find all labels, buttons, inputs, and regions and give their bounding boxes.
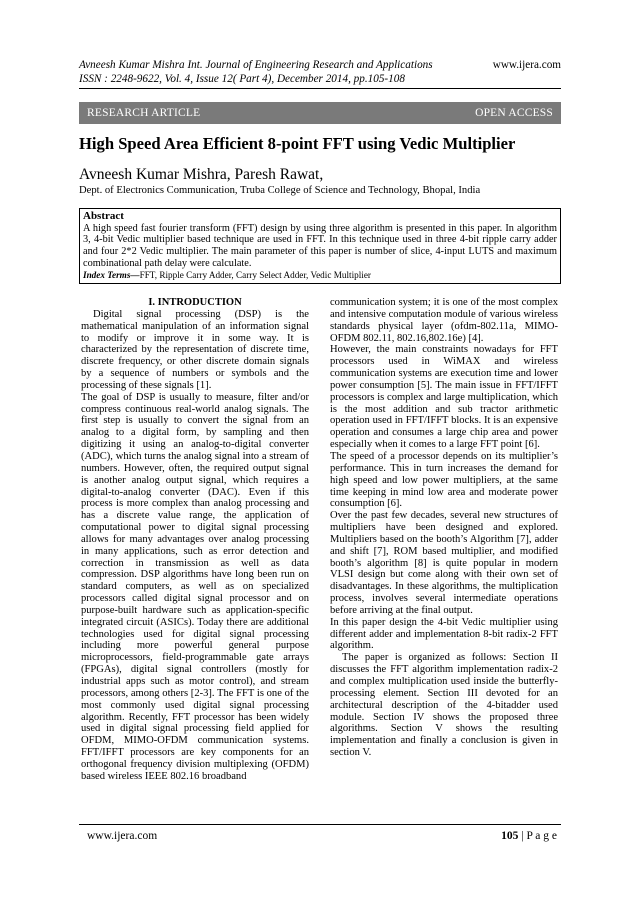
paragraph: The paper is organized as follows: Section II discusses the FFT algorithm implementation radix-2 and complex multiplication used inside the butterfly-processing element. Section III devoted for an architectural description of the 4-bitadder used module. Section IV shows the proposed three algorithms. Section V shows the resulting implementation and finally a conclusion is given in section V. bbox=[330, 652, 558, 759]
page-indicator bbox=[501, 829, 557, 843]
paper-authors: Avneesh Kumar Mishra, Paresh Rawat, bbox=[79, 166, 324, 183]
abstract-box bbox=[79, 208, 561, 284]
article-type-label: RESEARCH ARTICLE bbox=[87, 107, 201, 119]
right-column bbox=[330, 297, 558, 759]
page-label: | P a g e bbox=[518, 830, 557, 842]
paragraph: communication system; it is one of the most complex and intensive computation module of various wireless standards physical layer (ofdm-802.11a, MIMO-OFDM 802.11, 802.16,802.16e) [4]. bbox=[330, 297, 558, 344]
open-access-label: OPEN ACCESS bbox=[475, 107, 553, 119]
paragraph: Digital signal processing (DSP) is the mathematical manipulation of an information signal to modify or improve it in some way. It is characterized by the representation of discrete time, discrete frequency, or other discrete domain signals by a sequence of numbers or symbols and the processing of these signals [1]. bbox=[81, 308, 309, 391]
header-top-line bbox=[79, 58, 561, 72]
paragraph: In this paper design the 4-bit Vedic multiplier using different adder and implementation 8-bit radix-2 FFT algorithm. bbox=[330, 616, 558, 652]
page-footer bbox=[87, 829, 557, 843]
paper-title: High Speed Area Efficient 8-point FFT using Vedic Multiplier bbox=[79, 134, 516, 153]
footer-website-link[interactable]: www.ijera.com bbox=[87, 830, 158, 842]
header-divider bbox=[79, 88, 561, 89]
paragraph: However, the main constraints nowadays for FFT processors used in WiMAX and wireless communication systems are execution time and lower power consumption [5]. The main issue in FFT/IFFT processors is complex and large multiplication, which is the most addition and sub tractor arithmetic operation used in FFT/IFFT blocks. It is an expensive operation and consumes a large chip area and power especially when it comes to a large FFT point [6]. bbox=[330, 344, 558, 451]
author-affiliation: Dept. of Electronics Communication, Truba College of Science and Technology, Bhopal, India bbox=[79, 185, 481, 196]
running-header bbox=[79, 58, 561, 86]
footer-divider bbox=[79, 824, 561, 825]
issn-line: ISSN : 2248-9622, Vol. 4, Issue 12( Part 4), December 2014, pp.105-108 bbox=[79, 73, 405, 85]
header-website-link[interactable]: www.ijera.com bbox=[492, 59, 561, 71]
article-type-banner bbox=[79, 102, 561, 124]
abstract-body: A high speed fast fourier transform (FFT) design by using three algorithm is presented in this paper. In algorithm 3, 4-bit Vedic multiplier based technique are used in FFT. In this technique used in three 4-bit ripple carry adder and four 2*2 Vedic multiplier. The main parameter of this paper is number of slice, 4-input LUTS and maximum combinational path delay were calculate. bbox=[83, 222, 557, 269]
page-number: 105 bbox=[501, 830, 519, 842]
left-column bbox=[81, 297, 309, 783]
journal-citation: Avneesh Kumar Mishra Int. Journal of Engineering Research and Applications bbox=[79, 59, 433, 71]
index-terms-label: Index Terms— bbox=[83, 269, 140, 280]
paragraph: Over the past few decades, several new structures of multipliers have been designed and explored. Multipliers based on the booth’s Algorithm [7], adder and shift [7], ROM based multiplier, and modified booth’s algorithm [8] is quite popular in modern VLSI design but come along with their own set of disadvantages. In these algorithms, the multiplication process, involves several intermediate operations before arriving at the final output. bbox=[330, 510, 558, 616]
index-terms bbox=[83, 270, 557, 282]
index-terms-values: FFT, Ripple Carry Adder, Carry Select Adder, Vedic Multiplier bbox=[139, 269, 371, 280]
abstract-heading: Abstract bbox=[83, 210, 124, 222]
paragraph: The goal of DSP is usually to measure, filter and/or compress continuous real-world analog signals. The first step is usually to convert the signal from an analog to a digital form, by sampling and then digitizing it using an analog-to-digital converter (ADC), which turns the analog signal into a stream of numbers. However, often, the required output signal is another analog output signal, which requires a digital-to-analog converter (DAC). Even if this process is more complex than analog processing and has a discrete value range, the application of computational power to digital signal processing allows for many advantages over analog processing in many applications, such as error detection and correction in transmission as well as data compression. DSP algorithms have long been run on standard computers, as well as on specialized processors called digital signal processor and on purpose-built hardware such as application-specific integrated circuit (ASICs). Today there are additional technologies used for digital signal processing including more powerful general purpose microprocessors, field-programmable gate arrays (FPGAs), digital signal controllers (mostly for industrial apps such as motor control), and stream processors, among others [2-3]. The FFT is one of the most commonly used digital signal processing algorithm. Recently, FFT processor has been widely used in digital signal processing field applied for OFDM, MIMO-OFDM communication systems. FFT/IFFT processors are key components for an orthogonal frequency division multiplexing (OFDM) based wireless IEEE 802.16 broadband bbox=[81, 391, 309, 782]
section-heading-introduction: I. INTRODUCTION bbox=[148, 297, 242, 308]
paragraph: The speed of a processor depends on its multiplier’s performance. This in turn increases the demand for high speed and low power multipliers, at the same time keeping in mind low area and moderate power consumption [6]. bbox=[330, 450, 558, 510]
